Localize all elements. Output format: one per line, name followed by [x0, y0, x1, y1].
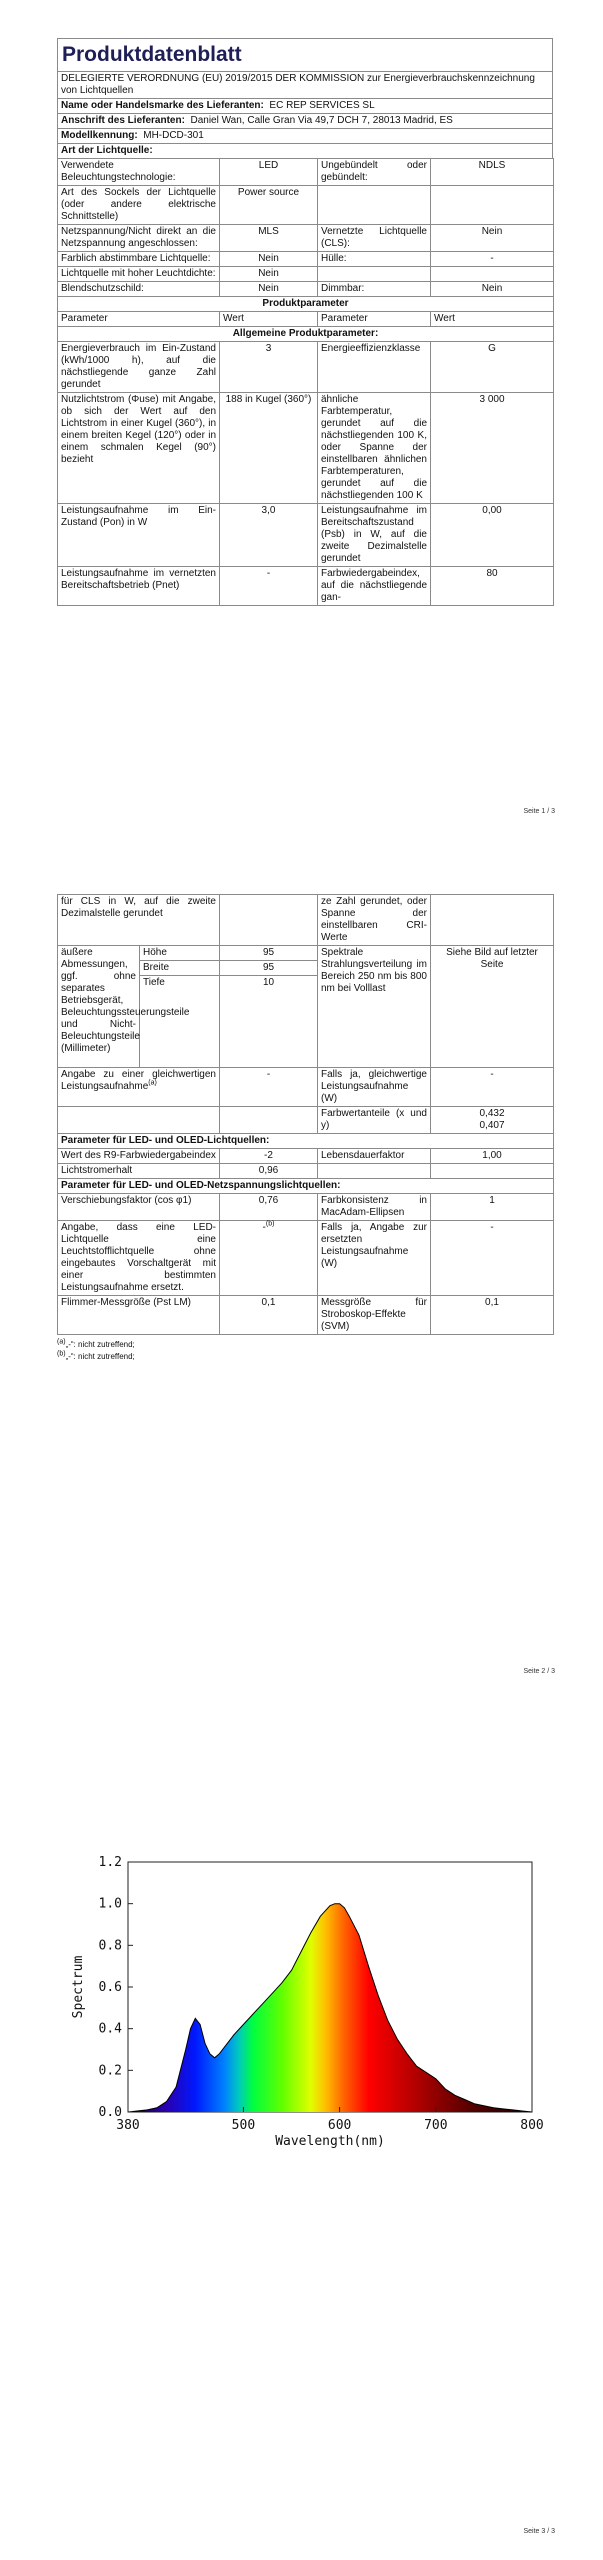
- table-row: [58, 1068, 554, 1107]
- macadam-label: Farbkonsistenz in MacAdam-Ellipsen: [318, 1194, 431, 1221]
- directional-label: Ungebündelt oder gebündelt:: [318, 159, 431, 186]
- empty-cell: [431, 267, 554, 282]
- datasheet-page-2: [57, 894, 553, 1363]
- equivalent-power-value: -: [431, 1068, 554, 1107]
- footnotes: [57, 1339, 553, 1363]
- energy-consumption-value: 3: [220, 342, 318, 393]
- x-tick-label: 700: [424, 2118, 448, 2133]
- equivalent-power-label: Falls ja, gleichwertige Leistungsaufnahme (W): [318, 1068, 431, 1107]
- lumen-maintenance-label: Lichtstromerhalt: [58, 1164, 220, 1179]
- replacement-claim-label: Angabe, dass eine LED-Lichtquelle eine Leuchtstofflichtquelle ohne eingebautes Vorschaltgerät mit einer bestimmten Leistungsaufnahme ersetzt.: [58, 1221, 220, 1296]
- table-row: [58, 1194, 554, 1221]
- useful-flux-label: Nutzlichtstrom (Φuse) mit Angabe, ob sich der Wert auf den Lichtstrom in einer Kugel (360°), in einem breiten Kegel (120°) oder in einem schmalen Kegel (90°) bezieht: [58, 393, 220, 504]
- empty-cell: [220, 895, 318, 946]
- led-params-header: Parameter für LED- und OLED-Lichtquellen:: [58, 1134, 554, 1149]
- mains-value: MLS: [220, 225, 318, 252]
- on-power-label: Leistungsaufnahme im Ein-Zustand (Pon) in W: [58, 504, 220, 567]
- model-row: [58, 129, 553, 144]
- page-1: [0, 0, 603, 840]
- page-number: Seite 2 / 3: [523, 1668, 555, 1675]
- column-header-row: [58, 312, 554, 327]
- directional-value: NDLS: [431, 159, 554, 186]
- cri-value: 80: [431, 567, 554, 606]
- mains-label: Netzspannung/Nicht direkt an die Netzspannung angeschlossen:: [58, 225, 220, 252]
- spectral-label: Spektrale Strahlungsverteilung im Bereich 250 nm bis 800 nm bei Volllast: [318, 946, 431, 1068]
- high-luminance-value: Nein: [220, 267, 318, 282]
- x-tick-label: 500: [231, 2118, 256, 2133]
- dimmable-label: Dimmbar:: [318, 282, 431, 297]
- flicker-value: 0,1: [220, 1296, 318, 1335]
- equivalent-power-claim-label: Angabe zu einer gleichwertigen Leistungsaufnahme$^{(a)}$: [58, 1068, 220, 1107]
- replacement-claim-value: -$^{(b)}$: [220, 1221, 318, 1296]
- r9-value: -2: [220, 1149, 318, 1164]
- cap-type-label: Art des Sockels der Lichtquelle (oder andere elektrische Schnittstelle): [58, 186, 220, 225]
- useful-flux-value: 188 in Kugel (360°): [220, 393, 318, 504]
- empty-cell: [318, 1164, 431, 1179]
- glare-shield-label: Blendschutzschild:: [58, 282, 220, 297]
- table-row: [58, 252, 554, 267]
- light-type-header: Art der Lichtquelle:: [58, 144, 553, 159]
- table-row: [58, 946, 554, 961]
- datasheet-page-1: [57, 38, 553, 606]
- supplier-name: EC REP SERVICES SL: [269, 100, 375, 111]
- cct-value: 3 000: [431, 393, 554, 504]
- envelope-value: -: [431, 252, 554, 267]
- table-row: [58, 1149, 554, 1164]
- column-header-value: Wert: [431, 312, 554, 327]
- table-row: [58, 1107, 554, 1134]
- cap-type-value: Power source: [220, 186, 318, 225]
- supplier-address-label: Anschrift des Lieferanten:: [61, 115, 185, 126]
- page-title: Produktdatenblatt: [58, 39, 553, 72]
- x-tick-label: 800: [520, 2118, 544, 2133]
- y-axis-label: Spectrum: [71, 1955, 86, 2019]
- light-type-table: [57, 158, 554, 606]
- tunable-value: Nein: [220, 252, 318, 267]
- x-tick-label: 380: [116, 2118, 140, 2133]
- cri-label-cont: ze Zahl gerundet, oder Spanne der einstellbaren CRI-Werte: [318, 895, 431, 946]
- displacement-factor-label: Verschiebungsfaktor (cos φ1): [58, 1194, 220, 1221]
- y-tick-label: 0.0: [98, 2105, 122, 2120]
- table-row: [58, 1164, 554, 1179]
- x-tick-label: 600: [327, 2118, 352, 2133]
- spectrum-area: [128, 1904, 532, 2112]
- table-row: [58, 895, 554, 946]
- net-standby-label-cont: für CLS in W, auf die zweite Dezimalstelle gerundet: [58, 895, 220, 946]
- dimensions-label: äußere Abmessungen, ggf. ohne separates Betriebsgerät, Beleuchtungssteuerungsteile und Nicht-Beleuchtungsteile (Millimeter): [58, 946, 140, 1068]
- width-label: Breite: [140, 961, 220, 976]
- energy-consumption-label: Energieverbrauch im Ein-Zustand (kWh/1000 h), auf die nächstliegende ganze Zahl gerundet: [58, 342, 220, 393]
- table-row: [58, 504, 554, 567]
- equivalent-power-claim-value: -: [220, 1068, 318, 1107]
- energy-class-value: G: [431, 342, 554, 393]
- regulation-text: DELEGIERTE VERORDNUNG (EU) 2019/2015 DER KOMMISSION zur Energieverbrauchskennzeichnung von Lichtquellen: [58, 72, 553, 99]
- y-tick-label: 0.4: [98, 2021, 122, 2037]
- y-tick-label: 0.6: [98, 1980, 122, 1995]
- table-row: [58, 186, 554, 225]
- empty-cell: [431, 1164, 554, 1179]
- empty-cell: [318, 267, 431, 282]
- dimmable-value: Nein: [431, 282, 554, 297]
- y-tick-label: 0.8: [98, 1938, 122, 1954]
- empty-cell: [58, 1107, 220, 1134]
- general-params-header: Allgemeine Produktparameter:: [58, 327, 554, 342]
- table-row: [58, 393, 554, 504]
- supplier-name-label: Name oder Handelsmarke des Lieferanten:: [61, 100, 264, 111]
- width-value: 95: [220, 961, 318, 976]
- column-header-value: Wert: [220, 312, 318, 327]
- x-axis-label: Wavelength(nm): [275, 2134, 385, 2149]
- footnote-b: $^{(b)}$„-“: nicht zutreffend;: [57, 1350, 135, 1361]
- replaced-power-label: Falls ja, Angabe zur ersetzten Leistungsaufnahme (W): [318, 1221, 431, 1296]
- technology-value: LED: [220, 159, 318, 186]
- depth-value: 10: [220, 976, 318, 1068]
- column-header-param: Parameter: [318, 312, 431, 327]
- y-tick-label: 1.0: [98, 1896, 122, 1912]
- supplier-name-row: [58, 99, 553, 114]
- column-header-param: Parameter: [58, 312, 220, 327]
- glare-shield-value: Nein: [220, 282, 318, 297]
- on-power-value: 3,0: [220, 504, 318, 567]
- height-label: Höhe: [140, 946, 220, 961]
- supplier-address-row: [58, 114, 553, 129]
- cls-value: Nein: [431, 225, 554, 252]
- envelope-label: Hülle:: [318, 252, 431, 267]
- cct-label: ähnliche Farbtemperatur, gerundet auf die nächstliegenden 100 K, oder Spanne der einstellbaren ähnlichen Farbtemperaturen, gerundet auf die nächstliegenden 100 K: [318, 393, 431, 504]
- table-row: [58, 267, 554, 282]
- spectrum-chart: [0, 1720, 603, 2149]
- model-label: Modellkennung:: [61, 130, 138, 141]
- table-row: [58, 225, 554, 252]
- flicker-label: Flimmer-Messgröße (Pst LM): [58, 1296, 220, 1335]
- cls-label: Vernetzte Lichtquelle (CLS):: [318, 225, 431, 252]
- supplier-address: Daniel Wan, Calle Gran Via 49,7 DCH 7, 28013 Madrid, ES: [190, 115, 453, 126]
- cri-label: Farbwiedergabeindex, auf die nächstliegende gan-: [318, 567, 431, 606]
- svm-value: 0,1: [431, 1296, 554, 1335]
- energy-class-label: Energieeffizienzklasse: [318, 342, 431, 393]
- survival-factor-label: Lebensdauerfaktor: [318, 1149, 431, 1164]
- replaced-power-value: -: [431, 1221, 554, 1296]
- tunable-label: Farblich abstimmbare Lichtquelle:: [58, 252, 220, 267]
- params-continued-table: [57, 894, 554, 1335]
- model-id: MH-DCD-301: [143, 130, 204, 141]
- table-row: [58, 342, 554, 393]
- displacement-factor-value: 0,76: [220, 1194, 318, 1221]
- chromaticity-value: 0,432 0,407: [431, 1107, 554, 1134]
- page-3: [0, 1720, 603, 2560]
- high-luminance-label: Lichtquelle mit hoher Leuchtdichte:: [58, 267, 220, 282]
- standby-power-label: Leistungsaufnahme im Bereitschaftszustand (Psb) in W, auf die zweite Dezimalstelle gerundet: [318, 504, 431, 567]
- product-params-header: Produktparameter: [58, 297, 554, 312]
- page-2: [0, 870, 603, 1710]
- mains-params-header: Parameter für LED- und OLED-Netzspannungslichtquellen:: [58, 1179, 554, 1194]
- y-tick-label: 0.2: [98, 2063, 122, 2079]
- r9-label: Wert des R9-Farbwiedergabeindex: [58, 1149, 220, 1164]
- table-row: [58, 567, 554, 606]
- depth-label: Tiefe: [140, 976, 220, 1068]
- page-number: Seite 1 / 3: [523, 808, 555, 815]
- survival-factor-value: 1,00: [431, 1149, 554, 1164]
- empty-cell: [431, 186, 554, 225]
- standby-power-value: 0,00: [431, 504, 554, 567]
- empty-cell: [318, 186, 431, 225]
- table-row: [58, 1221, 554, 1296]
- table-row: [58, 159, 554, 186]
- technology-label: Verwendete Beleuchtungstechnologie:: [58, 159, 220, 186]
- header-table: [57, 38, 553, 159]
- spectral-value: Siehe Bild auf letzter Seite: [431, 946, 554, 1068]
- lumen-maintenance-value: 0,96: [220, 1164, 318, 1179]
- table-row: [58, 1296, 554, 1335]
- net-standby-label: Leistungsaufnahme im vernetzten Bereitschaftsbetrieb (Pnet): [58, 567, 220, 606]
- svm-label: Messgröße für Stroboskop-Effekte (SVM): [318, 1296, 431, 1335]
- empty-cell: [220, 1107, 318, 1134]
- table-row: [58, 282, 554, 297]
- y-tick-label: 1.2: [98, 1855, 122, 1870]
- empty-cell: [431, 895, 554, 946]
- macadam-value: 1: [431, 1194, 554, 1221]
- chromaticity-label: Farbwertanteile (x und y): [318, 1107, 431, 1134]
- height-value: 95: [220, 946, 318, 961]
- footnote-a: $^{(a)}$„-“: nicht zutreffend;: [57, 1338, 135, 1349]
- page-number: Seite 3 / 3: [523, 2528, 555, 2535]
- net-standby-value: -: [220, 567, 318, 606]
